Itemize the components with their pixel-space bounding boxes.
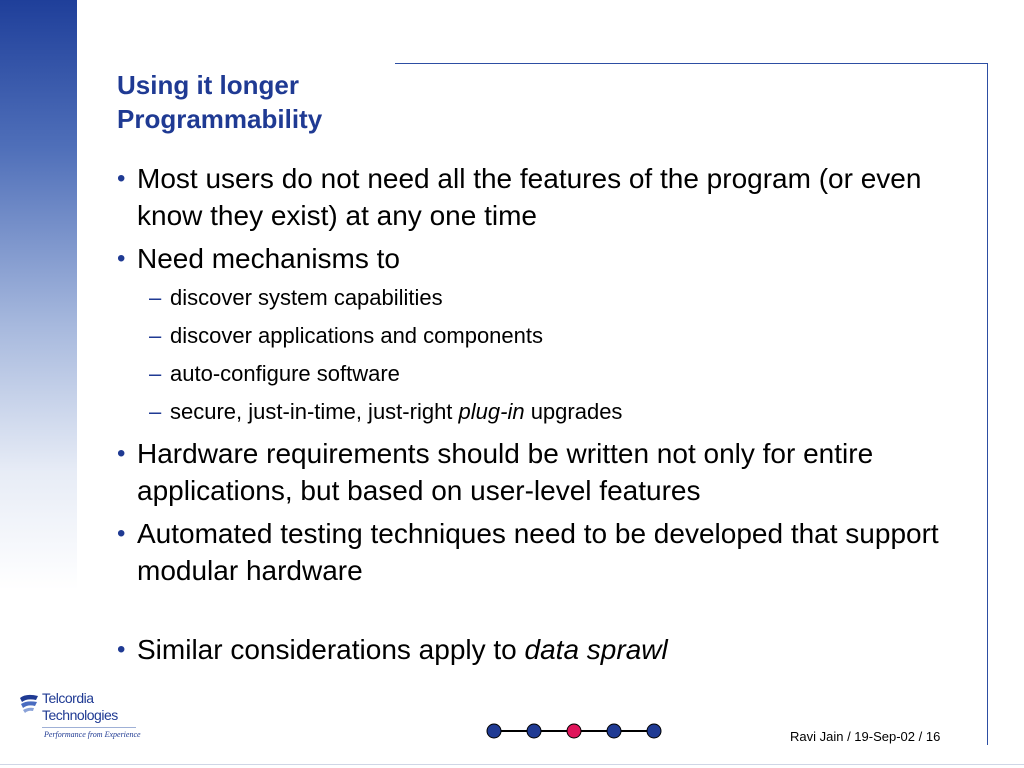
title-line-2: Programmability — [117, 104, 323, 134]
sub-bullet-4-text — [170, 399, 622, 424]
spacer — [117, 595, 977, 631]
dash-marker: – — [149, 285, 162, 310]
progress-dot — [647, 724, 661, 738]
sub-bullet-3-text: auto-configure software — [170, 361, 400, 386]
sub-bullet-4 — [117, 397, 977, 426]
sub-bullet-1 — [117, 283, 977, 312]
logo-rule — [42, 727, 136, 728]
logo-line-2: Technologies — [42, 707, 118, 723]
progress-dot-current — [567, 724, 581, 738]
bullet-1-text: Most users do not need all the features of the program (or even know they exist) at any one time — [137, 163, 922, 231]
bullet-2-text: Need mechanisms to — [137, 243, 401, 274]
bottom-rule — [0, 764, 1024, 765]
bullet-marker: • — [117, 165, 126, 192]
telcordia-mark-icon — [18, 692, 40, 714]
bullet-4-text: Automated testing techniques need to be developed that support modular hardware — [137, 518, 939, 586]
dash-marker: – — [149, 361, 162, 386]
frame-top-line — [395, 63, 988, 64]
sub-bullet-4-lead: secure, just-in-time, just-right — [170, 399, 459, 424]
bullet-3-text: Hardware requirements should be written not only for entire applications, but based on user-level features — [137, 438, 874, 506]
bullet-5-text — [137, 634, 668, 665]
bullet-marker: • — [117, 636, 126, 663]
logo-tagline: Performance from Experience — [44, 730, 141, 739]
sub-bullet-4-rest: upgrades — [524, 399, 623, 424]
sub-bullet-3 — [117, 359, 977, 388]
slide-content — [117, 160, 977, 674]
side-gradient-band — [0, 0, 77, 590]
slide-title — [117, 68, 322, 136]
bullet-3 — [117, 435, 977, 509]
title-line-1: Using it longer — [117, 70, 299, 100]
bullet-2 — [117, 240, 977, 277]
bullet-marker: • — [117, 440, 126, 467]
bullet-5-italic: data sprawl — [524, 634, 668, 665]
logo-line-1: Telcordia — [42, 690, 94, 706]
footer-text: Ravi Jain / 19-Sep-02 / 16 — [790, 729, 941, 744]
telcordia-logo — [18, 690, 141, 746]
bullet-1 — [117, 160, 977, 234]
progress-dot — [487, 724, 501, 738]
bullet-4 — [117, 515, 977, 589]
progress-dot — [607, 724, 621, 738]
frame-right-line — [987, 63, 988, 745]
bullet-5-lead: Similar considerations apply to — [137, 634, 525, 665]
sub-bullet-1-text: discover system capabilities — [170, 285, 443, 310]
dash-marker: – — [149, 323, 162, 348]
slide-progress-track — [484, 720, 664, 742]
sub-bullet-2 — [117, 321, 977, 350]
progress-dot — [527, 724, 541, 738]
sub-bullet-2-text: discover applications and components — [170, 323, 544, 348]
bullet-5 — [117, 631, 977, 668]
bullet-marker: • — [117, 245, 126, 272]
dash-marker: – — [149, 399, 162, 424]
sub-bullet-4-italic: plug-in — [458, 399, 525, 424]
bullet-marker: • — [117, 520, 126, 547]
